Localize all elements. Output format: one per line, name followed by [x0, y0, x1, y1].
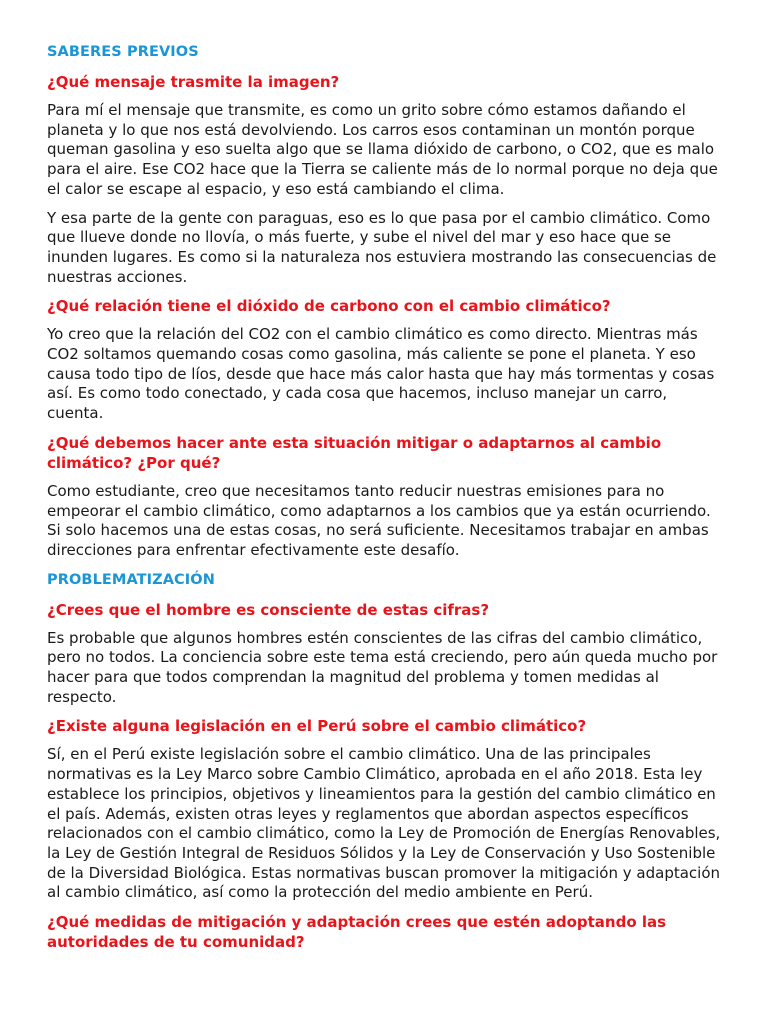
answer-co2-relation: Yo creo que la relación del CO2 con el cambio climático es como directo. Mientras más CO2 soltamos quemando cosas como gasolina, más caliente se pone el planeta. Y eso causa todo tipo de líos, desde que hace más calor hasta que hay más tormentas y cosas así. Es como todo conectado, y cada cosa que hacemos, incluso manejar un carro, cuenta. [47, 325, 715, 423]
question-co2-relation: ¿Qué relación tiene el dióxido de carbono con el cambio climático? [47, 297, 611, 316]
section-heading-problematizacion: PROBLEMATIZACIÓN [47, 571, 215, 588]
question-local-measures: ¿Qué medidas de mitigación y adaptación crees que estén adoptando las autoridades de tu comunidad? [47, 913, 667, 952]
question-awareness-figures: ¿Crees que el hombre es consciente de estas cifras? [47, 600, 490, 619]
answer-peru-legislation: Sí, en el Perú existe legislación sobre el cambio climático. Una de las principales normativas es la Ley Marco sobre Cambio Climático, aprobada en el año 2018. Esta ley establece los principios, objetivos y lineamientos para la gestión del cambio climático en el país. Además, existen otras leyes y reglamentos que abordan aspectos específicos relacionados con el cambio climático, como la Ley de Promoción de Energías Renovables, la Ley de Gestión Integral de Residuos Sólidos y la Ley de Conservación y Uso Sostenible de la Diversidad Biológica. Estas normativas buscan promover la mitigación y adaptación al cambio climático, así como la protección del medio ambiente en Perú. [47, 745, 721, 902]
question-image-message: ¿Qué mensaje trasmite la imagen? [47, 73, 340, 91]
answer-image-message-paragraph-2: Y esa parte de la gente con paraguas, eso es lo que pasa por el cambio climático. Como que llueve donde no llovía, o más fuerte, y sube el nivel del mar y eso hace que se inunden lugares. Es como si la naturaleza nos estuviera mostrando las consecuencias de nuestras acciones. [47, 208, 717, 286]
question-mitigate-or-adapt: ¿Qué debemos hacer ante esta situación mitigar o adaptarnos al cambio climático? ¿Por qué? [47, 433, 662, 472]
question-peru-legislation: ¿Existe alguna legislación en el Perú sobre el cambio climático? [47, 717, 587, 736]
answer-image-message-paragraph-1: Para mí el mensaje que transmite, es como un grito sobre cómo estamos dañando el planeta y lo que nos está devolviendo. Los carros esos contaminan un montón porque queman gasolina y eso suelta algo que se llama dióxido de carbono, o CO2, que es malo para el aire. Ese CO2 hace que la Tierra se caliente más de lo normal porque no deja que el calor se escape al espacio, y eso está cambiando el clima. [47, 101, 718, 198]
answer-awareness-figures: Es probable que algunos hombres estén conscientes de las cifras del cambio climático, pero no todos. La conciencia sobre este tema está creciendo, pero aún queda mucho por hacer para que todos comprendan la magnitud del problema y tomen medidas al respecto. [47, 628, 718, 706]
section-heading-saberes-previos: SABERES PREVIOS [47, 44, 199, 60]
answer-mitigate-or-adapt: Como estudiante, creo que necesitamos tanto reducir nuestras emisiones para no empeorar el cambio climático, como adaptarnos a los cambios que ya están ocurriendo. Si solo hacemos una de estas cosas, no será suficiente. Necesitamos trabajar en ambas direcciones para enfrentar efectivamente este desafío. [47, 481, 711, 559]
